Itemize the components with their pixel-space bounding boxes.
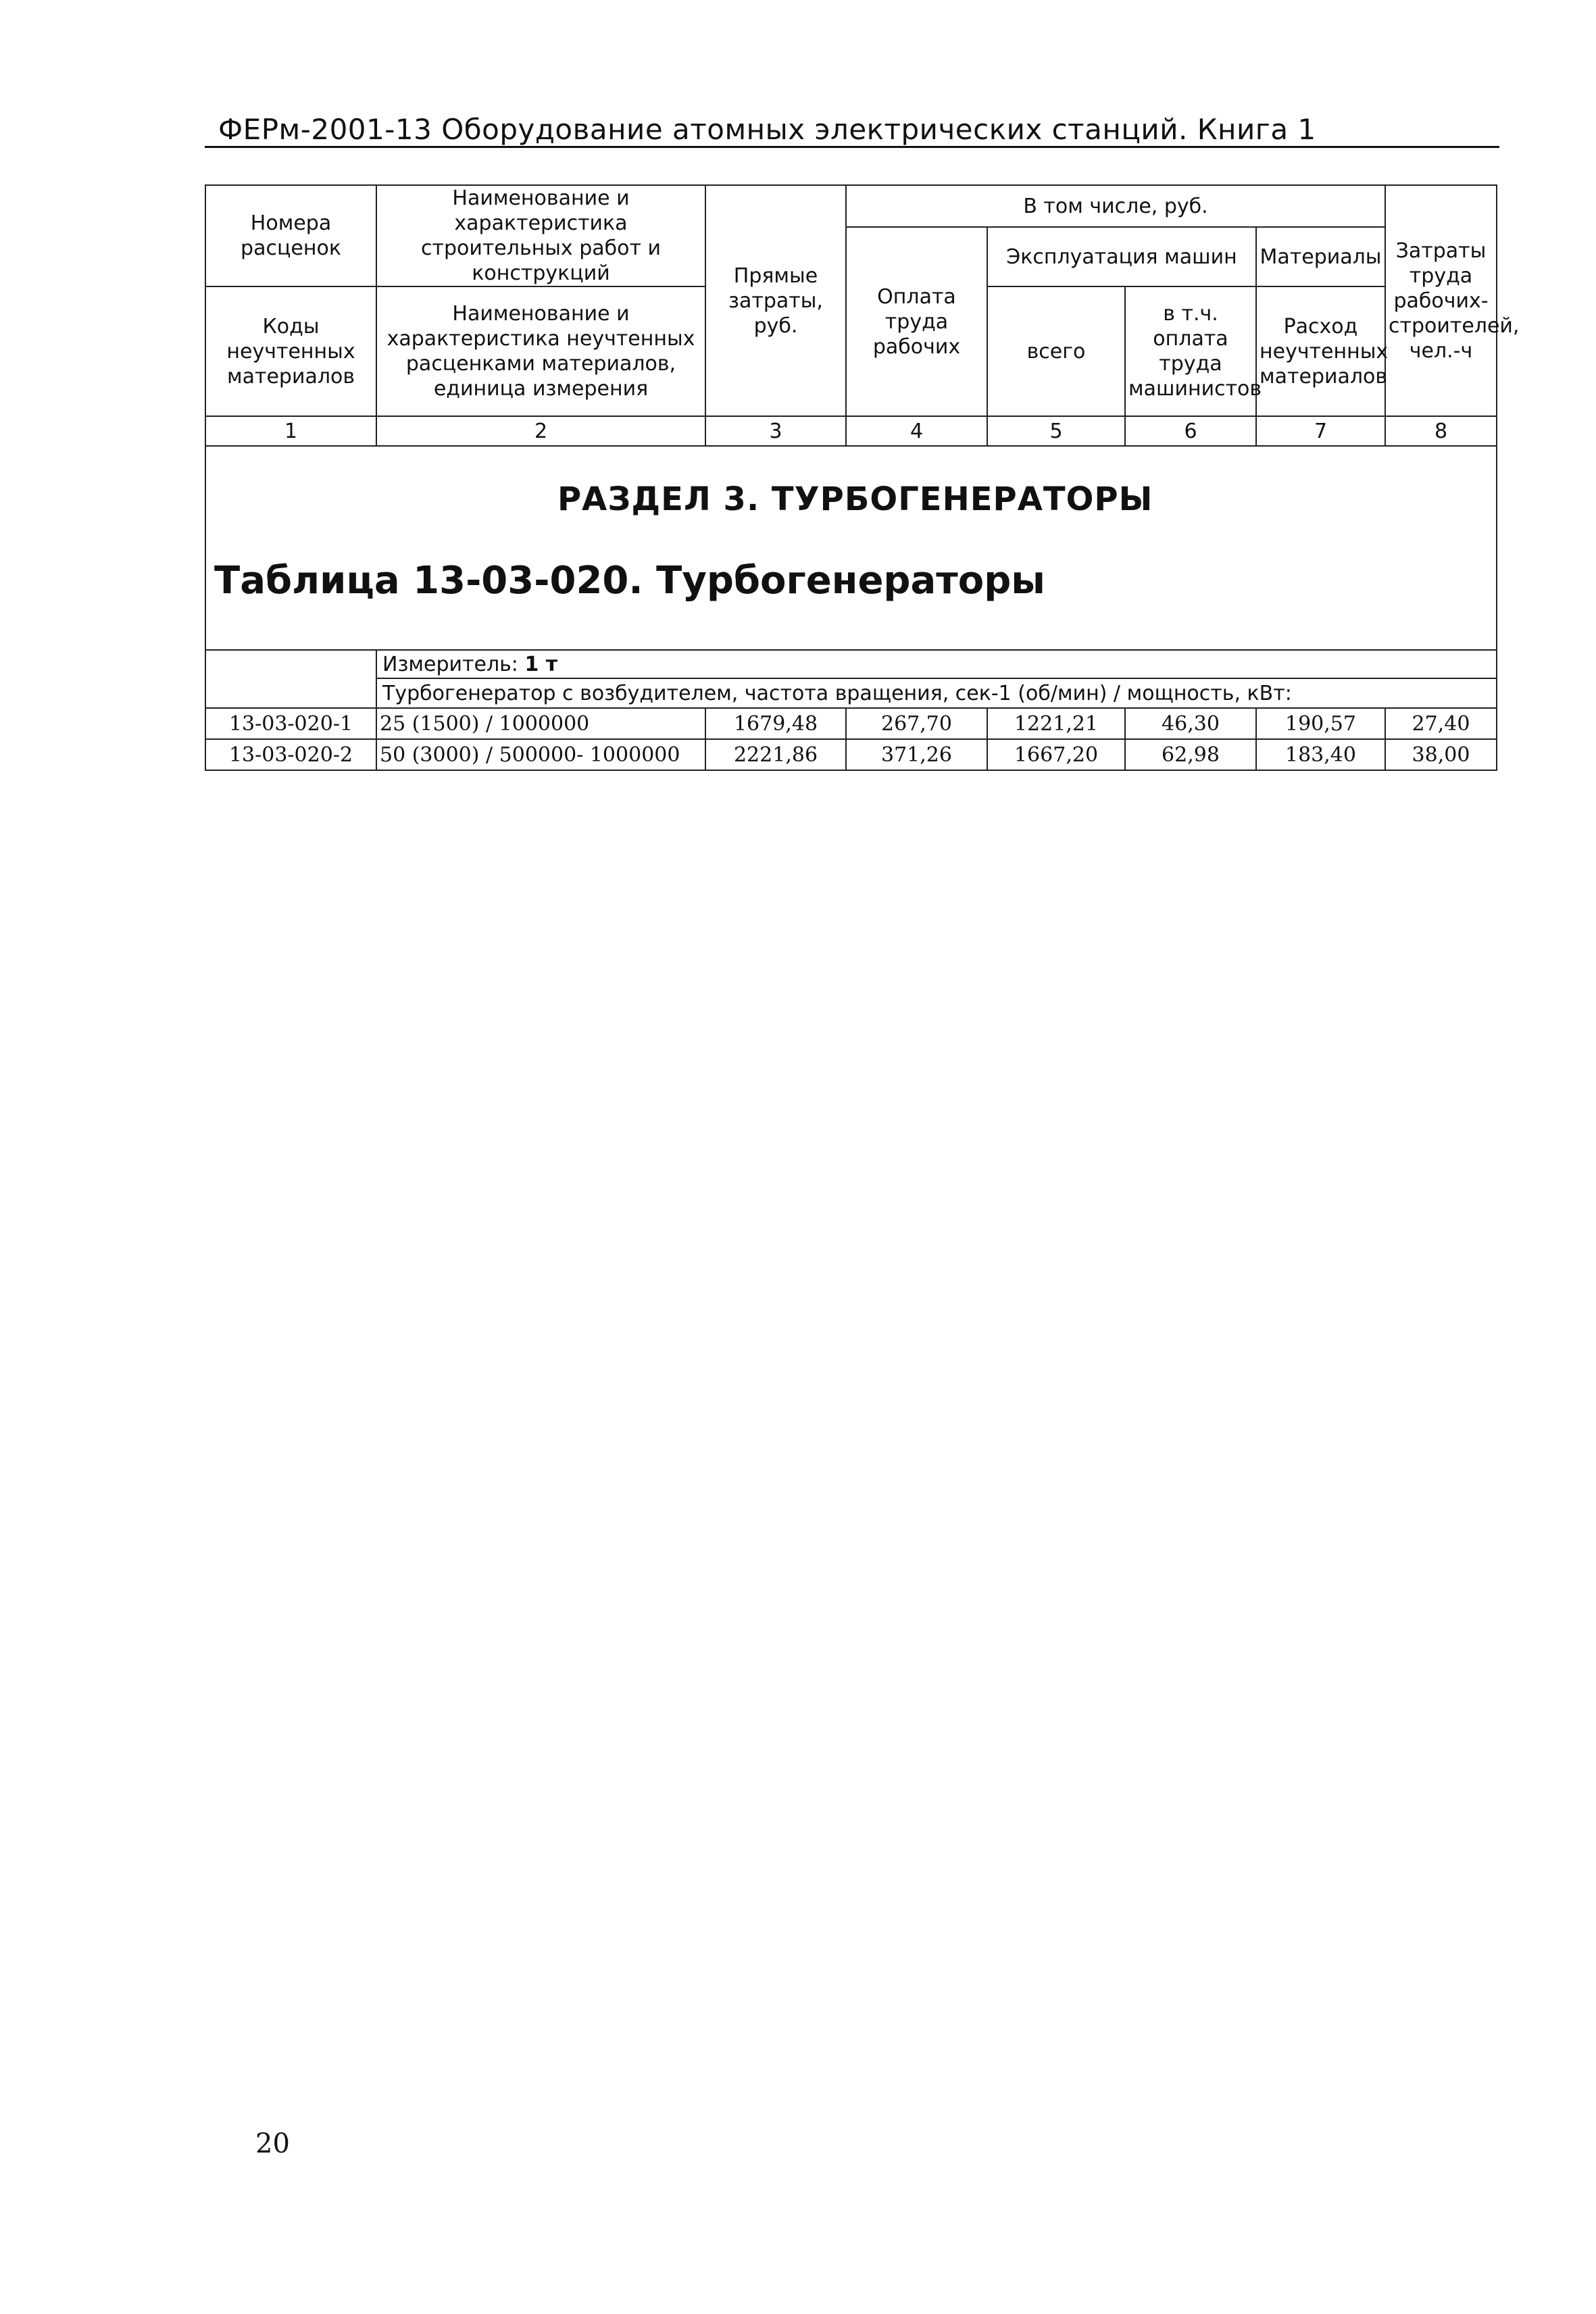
table-row	[205, 708, 1497, 739]
rate-name: 50 (3000) / 500000- 1000000	[376, 739, 705, 770]
labor-pay-value: 267,70	[846, 708, 987, 739]
measure-line	[376, 650, 1497, 678]
machinists-pay-value: 62,98	[1125, 739, 1256, 770]
group-description: Турбогенератор с возбудителем, частота вращения, сек-1 (об/мин) / мощность, кВт:	[376, 678, 1497, 708]
column-number: 4	[846, 416, 987, 446]
header-work-name: Наименование и характеристика строительных работ и конструкций	[376, 185, 705, 286]
section-title: РАЗДЕЛ 3. ТУРБОГЕНЕРАТОРЫ	[557, 480, 1153, 518]
header-including: В том числе, руб.	[846, 185, 1385, 227]
estimate-table	[205, 184, 1520, 771]
header-labor-hours: Затраты труда рабочих-строителей, чел.-ч	[1385, 185, 1497, 416]
header-worker-pay: Оплата труда рабочих	[846, 227, 987, 416]
header-machine-operation: Эксплуатация машин	[987, 227, 1256, 286]
materials-value: 190,57	[1256, 708, 1385, 739]
direct-costs-value: 1679,48	[705, 708, 846, 739]
rate-code: 13-03-020-2	[205, 739, 376, 770]
page-header-title: ФЕРм-2001-13 Оборудование атомных электрических станций. Книга 1	[218, 113, 1316, 146]
measure-label: Измеритель:	[382, 652, 518, 676]
header-rule	[205, 146, 1499, 148]
machines-total-value: 1221,21	[987, 708, 1125, 739]
labor-pay-value: 371,26	[846, 739, 987, 770]
header-rate-numbers: Номера расценок	[205, 185, 376, 286]
header-machinists-pay: в т.ч. оплата труда машинистов	[1125, 286, 1256, 416]
direct-costs-value: 2221,86	[705, 739, 846, 770]
column-number: 7	[1256, 416, 1385, 446]
measure-value: 1 т	[524, 652, 558, 676]
column-number: 8	[1385, 416, 1497, 446]
header-materials: Материалы	[1256, 227, 1385, 286]
column-number: 3	[705, 416, 846, 446]
machinists-pay-value: 46,30	[1125, 708, 1256, 739]
labor-hours-value: 38,00	[1385, 739, 1497, 770]
table-title: Таблица 13-03-020. Турбогенераторы	[214, 559, 1045, 603]
column-number: 1	[205, 416, 376, 446]
header-material-codes: Коды неучтенных материалов	[205, 286, 376, 416]
header-material-names: Наименование и характеристика неучтенных расценками материалов, единица измерения	[376, 286, 705, 416]
blank-cell	[205, 678, 376, 708]
column-number: 6	[1125, 416, 1256, 446]
rate-code: 13-03-020-1	[205, 708, 376, 739]
header-material-usage: Расход неучтенных материалов	[1256, 286, 1385, 416]
header-machines-total: всего	[987, 286, 1125, 416]
column-number: 2	[376, 416, 705, 446]
section-block	[205, 446, 1497, 650]
page-number: 20	[255, 2128, 290, 2159]
table-row	[205, 739, 1497, 770]
header-direct-costs: Прямые затраты, руб.	[705, 185, 846, 416]
rate-name: 25 (1500) / 1000000	[376, 708, 705, 739]
labor-hours-value: 27,40	[1385, 708, 1497, 739]
blank-cell	[205, 650, 376, 678]
column-number: 5	[987, 416, 1125, 446]
machines-total-value: 1667,20	[987, 739, 1125, 770]
materials-value: 183,40	[1256, 739, 1385, 770]
